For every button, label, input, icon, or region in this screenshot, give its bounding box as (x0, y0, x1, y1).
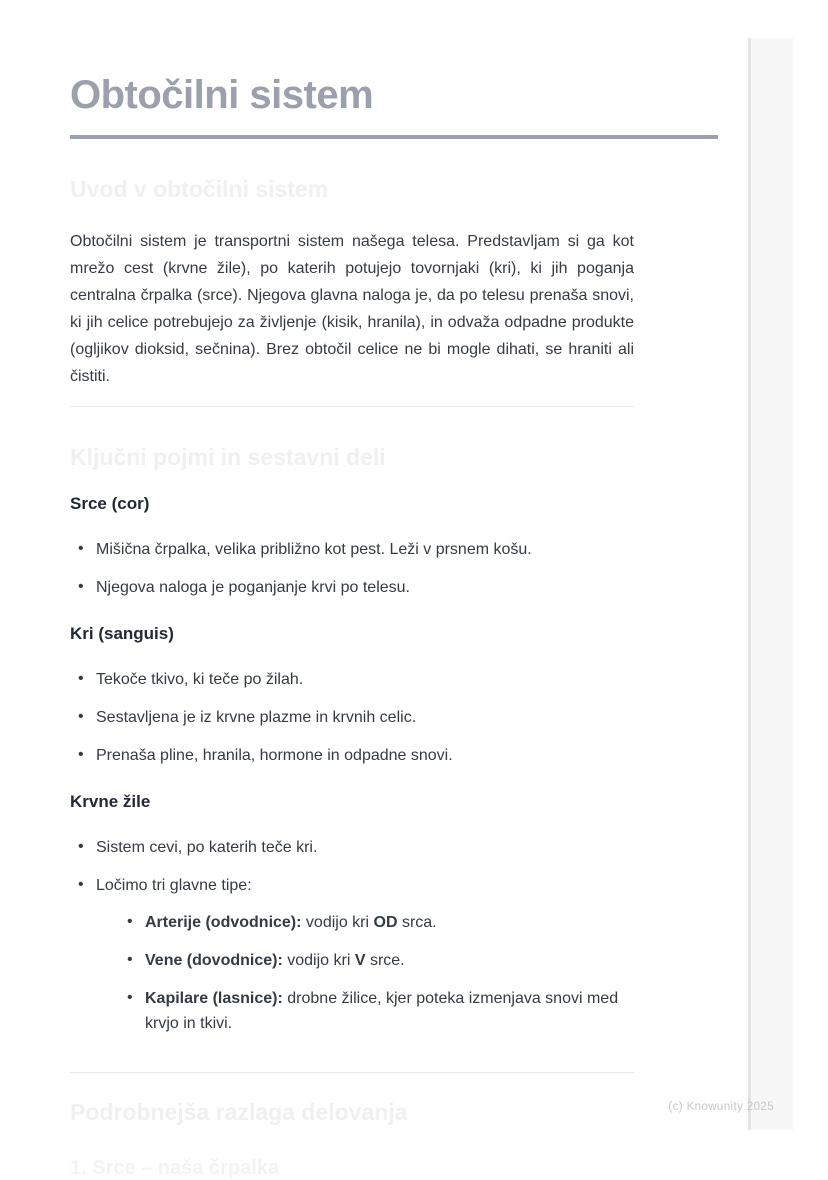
document-content (70, 0, 634, 1180)
bullet-text: Sestavljena je iz krvne plazme in krvnih celic. (96, 709, 417, 726)
bullet-item (70, 537, 634, 562)
nested-bullet-text: Vene (dovodnice): vodijo kri V srce. (145, 952, 405, 969)
bullet-icon: • (78, 876, 84, 893)
section-heading-intro: Uvod v obtočilni sistem (70, 176, 329, 202)
bullet-list-krvne-zile (70, 835, 634, 1036)
bullet-icon: • (78, 838, 84, 855)
bullet-text: Sistem cevi, po katerih teče kri. (96, 839, 318, 856)
bullet-icon: • (78, 708, 84, 725)
nested-bullet-item (119, 948, 634, 973)
page-title: Obtočilni sistem (70, 73, 374, 117)
group-title-srce: Srce (cor) (70, 494, 150, 513)
nested-bullet-item (119, 910, 634, 935)
group-title-kri: Kri (sanguis) (70, 624, 174, 643)
bullet-item (70, 873, 634, 1036)
title-rule (70, 135, 718, 139)
nested-bullet-list (119, 910, 634, 1036)
bullet-icon: • (78, 670, 84, 687)
bullet-icon: • (127, 913, 133, 930)
bullet-icon: • (78, 578, 84, 595)
bullet-text: Prenaša pline, hranila, hormone in odpadne snovi. (96, 747, 453, 764)
footer-credit: (c) Knowunity 2025 (668, 1101, 774, 1113)
bullet-text: Tekoče tkivo, ki teče po žilah. (96, 671, 304, 688)
bullet-item (70, 667, 634, 692)
section-divider (70, 406, 634, 407)
bullet-item (70, 835, 634, 860)
bullet-item (70, 743, 634, 768)
next-page-edge (748, 38, 793, 1130)
nested-bullet-item (119, 986, 634, 1036)
bullet-icon: • (78, 540, 84, 557)
nested-bullet-text: Kapilare (lasnice): drobne žilice, kjer poteka izmenjava snovi med krvjo in tkivi. (145, 990, 619, 1032)
bullet-text: Ločimo tri glavne tipe: (96, 877, 252, 894)
subsection-heading-srce-crpalka: 1. Srce – naša črpalka (70, 1157, 280, 1179)
bullet-list-kri (70, 667, 634, 768)
bullet-icon: • (127, 951, 133, 968)
nested-bullet-text: Arterije (odvodnice): vodijo kri OD srca. (145, 914, 437, 931)
bullet-item (70, 705, 634, 730)
bullet-text: Mišična črpalka, velika približno kot pest. Leži v prsnem košu. (96, 541, 532, 558)
bullet-list-srce (70, 537, 634, 600)
bullet-icon: • (127, 989, 133, 1006)
section-heading-key-terms: Ključni pojmi in sestavni deli (70, 444, 386, 470)
section-heading-details: Podrobnejša razlaga delovanja (70, 1099, 408, 1125)
section-divider (70, 1072, 634, 1073)
bullet-icon: • (78, 746, 84, 763)
bullet-text: Njegova naloga je poganjanje krvi po telesu. (96, 579, 410, 596)
bullet-item (70, 575, 634, 600)
group-title-krvne-zile: Krvne žile (70, 792, 151, 811)
intro-paragraph: Obtočilni sistem je transportni sistem našega telesa. Predstavljam si ga kot mrežo cest (krvne žile), po katerih potujejo tovornjaki (kri), ki jih poganja centralna črpalka (srce). Njegova glavna naloga je, da po telesu prenaša snovi, ki jih celice potrebujejo za življenje (kisik, hranila), in odvaža odpadne produkte (ogljikov dioksid, sečnina). Brez obtočil celice ne bi mogle dihati, se hraniti ali čistiti. (70, 233, 634, 385)
